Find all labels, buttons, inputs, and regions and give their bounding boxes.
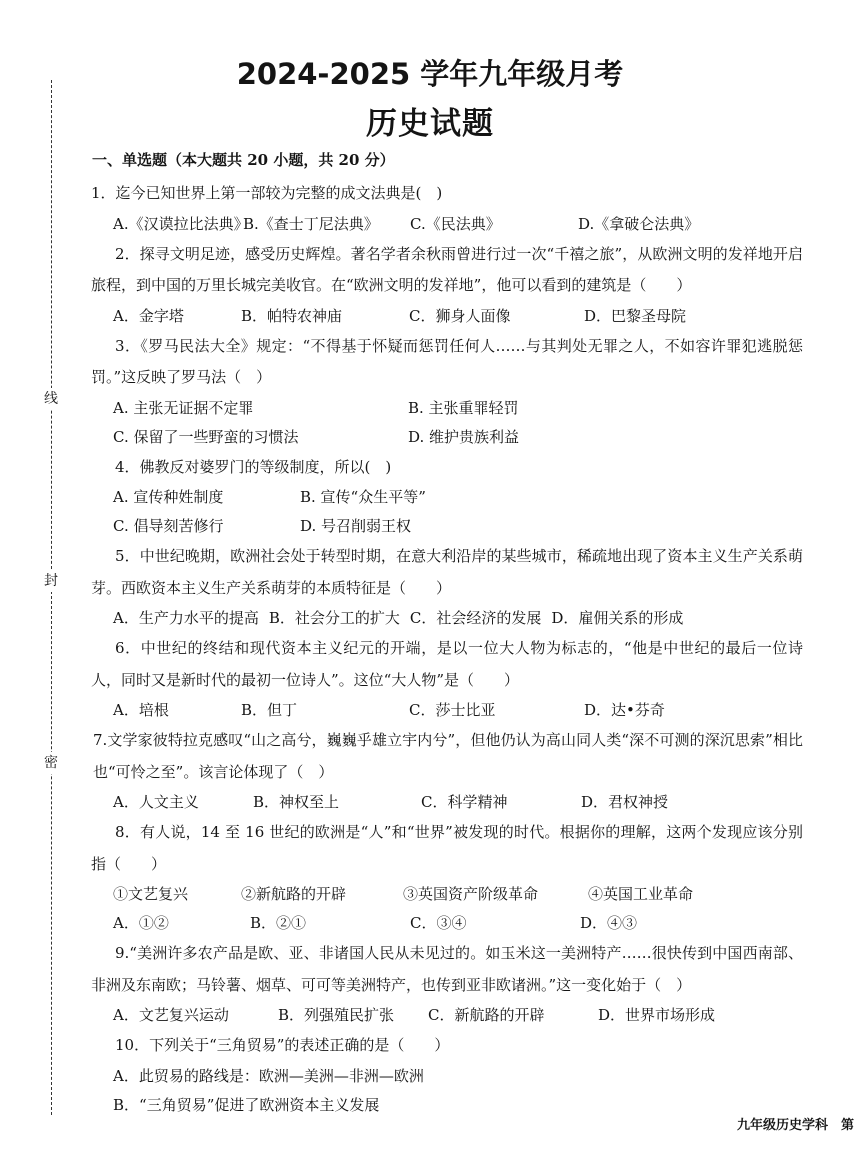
option-b: B. 宣传“众生平等”	[300, 488, 426, 506]
option-c: C．狮身人面像	[409, 306, 511, 325]
question-stem: 3．《罗马民法大全》规定：“不得基于怀疑而惩罚任何人……与其判处无罪之人，不如容许罪犯逃脱惩罚。”这反映了罗马法（ ）	[91, 336, 803, 386]
option-b: B．社会分工的扩大	[268, 609, 400, 627]
exam-subtitle: 历史试题	[366, 106, 494, 142]
option-a: A．人文主义	[113, 793, 199, 811]
option-c: C. 保留了一些野蛮的习惯法	[113, 427, 299, 446]
binding-label-feng: 封	[40, 570, 62, 592]
question-list	[91, 178, 803, 1120]
question-stem: 10．下列关于“三角贸易”的表述正确的是（ ）	[115, 1036, 450, 1054]
option-a: A. 主张无证据不定罪	[113, 398, 254, 417]
option-b: B．列强殖民扩张	[278, 1006, 395, 1024]
option-d: D. 维护贵族利益	[408, 427, 520, 446]
option-row	[91, 788, 803, 817]
option-row	[91, 483, 803, 541]
binding-label-xian: 线	[40, 388, 62, 410]
question-stem: 7.文学家彼特拉克感叹“山之高兮，巍巍乎雄立宇内兮”，但他仍认为高山同人类“深不可测的深沉思索”相比也“可怜之至”。该言论体现了（ ）	[93, 731, 803, 781]
binding-label-mi: 密	[40, 752, 62, 774]
option-b: B.《查士丁尼法典》	[243, 214, 379, 233]
option-a: A．生产力水平的提高	[113, 609, 259, 627]
question-9	[91, 938, 803, 1030]
option-row	[91, 696, 803, 725]
sub-item-3: ③英国资产阶级革命	[403, 885, 539, 903]
option-c: C．③④	[410, 914, 467, 932]
option-c: C．社会经济的发展	[409, 609, 542, 627]
option-row	[91, 210, 803, 239]
option-a: A．金字塔	[113, 306, 184, 325]
section-heading: 一、单选题（本大题共 20 小题，共 20 分）	[92, 151, 395, 169]
question-10	[91, 1030, 803, 1120]
question-stem: 5．中世纪晚期，欧洲社会处于转型时期，在意大利沿岸的某些城市，稀疏地出现了资本主义生产关系萌芽。西欧资本主义生产关系萌芽的本质特征是（ ）	[91, 547, 803, 597]
question-stem: 9.“美洲许多农产品是欧、亚、非诸国人民从未见过的。如玉米这一美洲特产……很快传到中国西南部、非洲及东南欧；马铃薯、烟草、可可等美洲特产，也传到亚非欧诸洲。”这一变化始于（ ）	[91, 944, 803, 994]
option-row	[91, 909, 803, 938]
option-a: A．文艺复兴运动	[113, 1006, 229, 1024]
option-row	[91, 604, 803, 633]
sub-item-2: ②新航路的开辟	[241, 885, 347, 903]
option-d: D．巴黎圣母院	[584, 306, 687, 325]
question-stem: 8．有人说，14 至 16 世纪的欧洲是“人”和“世界”被发现的时代。根据你的理解，这两个发现应该分别指（ ）	[91, 823, 803, 873]
option-row	[91, 302, 803, 331]
question-7	[91, 725, 803, 817]
question-stem: 2．探寻文明足迹，感受历史辉煌。著名学者余秋雨曾进行过一次“千禧之旅”，从欧洲文明的发祥地开启旅程，到中国的万里长城完美收官。在“欧洲文明的发祥地”，他可以看到的建筑是（ ）	[91, 244, 803, 294]
binding-dashed-line	[51, 80, 52, 1115]
option-b: B．神权至上	[253, 793, 340, 811]
question-stem: 1．迄今已知世界上第一部较为完整的成文法典是( )	[91, 184, 443, 202]
option-c: C.《民法典》	[410, 214, 501, 233]
sub-item-row	[91, 880, 803, 909]
question-6	[91, 633, 803, 725]
option-a: A.《汉谟拉比法典》	[113, 214, 249, 233]
option-b: B. 主张重罪轻罚	[408, 398, 519, 417]
option-b: B．“三角贸易”促进了欧洲资本主义发展	[113, 1095, 380, 1114]
option-d: D．达•芬奇	[584, 701, 665, 719]
option-a: A．培根	[113, 701, 169, 719]
option-c: C．新航路的开辟	[428, 1006, 545, 1024]
page-footer: 九年级历史学科 第	[736, 1118, 854, 1133]
question-stem: 6．中世纪的终结和现代资本主义纪元的开端，是以一位大人物为标志的，“他是中世纪的最后一位诗人，同时又是新时代的最初一位诗人”。这位“大人物”是（ ）	[91, 639, 803, 689]
option-c: C. 倡导刻苦修行	[113, 517, 224, 535]
question-2	[91, 239, 803, 331]
option-a: A．①②	[113, 914, 169, 932]
question-3	[91, 331, 803, 452]
option-d: D．君权神授	[581, 793, 669, 811]
option-b: B．②①	[250, 914, 307, 932]
question-5	[91, 541, 803, 633]
option-list	[91, 1062, 803, 1120]
option-a: A. 宣传种姓制度	[113, 488, 224, 506]
option-d: D．世界市场形成	[598, 1006, 716, 1024]
option-row	[91, 394, 803, 452]
question-8	[91, 817, 803, 938]
question-stem: 4．佛教反对婆罗门的等级制度，所以( )	[115, 457, 392, 476]
sub-item-4: ④英国工业革命	[588, 885, 694, 903]
option-b: B．帕特农神庙	[241, 306, 343, 325]
option-a: A．此贸易的路线是：欧洲—美洲—非洲—欧洲	[113, 1066, 424, 1085]
question-1	[91, 178, 803, 239]
option-d: D．④③	[580, 914, 638, 932]
option-d: D. 号召削弱王权	[300, 517, 412, 535]
option-d: D．雇佣关系的形成	[551, 609, 684, 627]
exam-title: 2024-2025 学年九年级月考	[236, 57, 624, 91]
option-d: D.《拿破仑法典》	[578, 214, 700, 233]
question-4	[91, 452, 803, 542]
sub-item-1: ①文艺复兴	[113, 885, 189, 903]
option-c: C．科学精神	[421, 793, 508, 811]
option-c: C．莎士比亚	[409, 701, 496, 719]
option-row	[91, 1001, 803, 1030]
option-b: B．但丁	[241, 701, 298, 719]
